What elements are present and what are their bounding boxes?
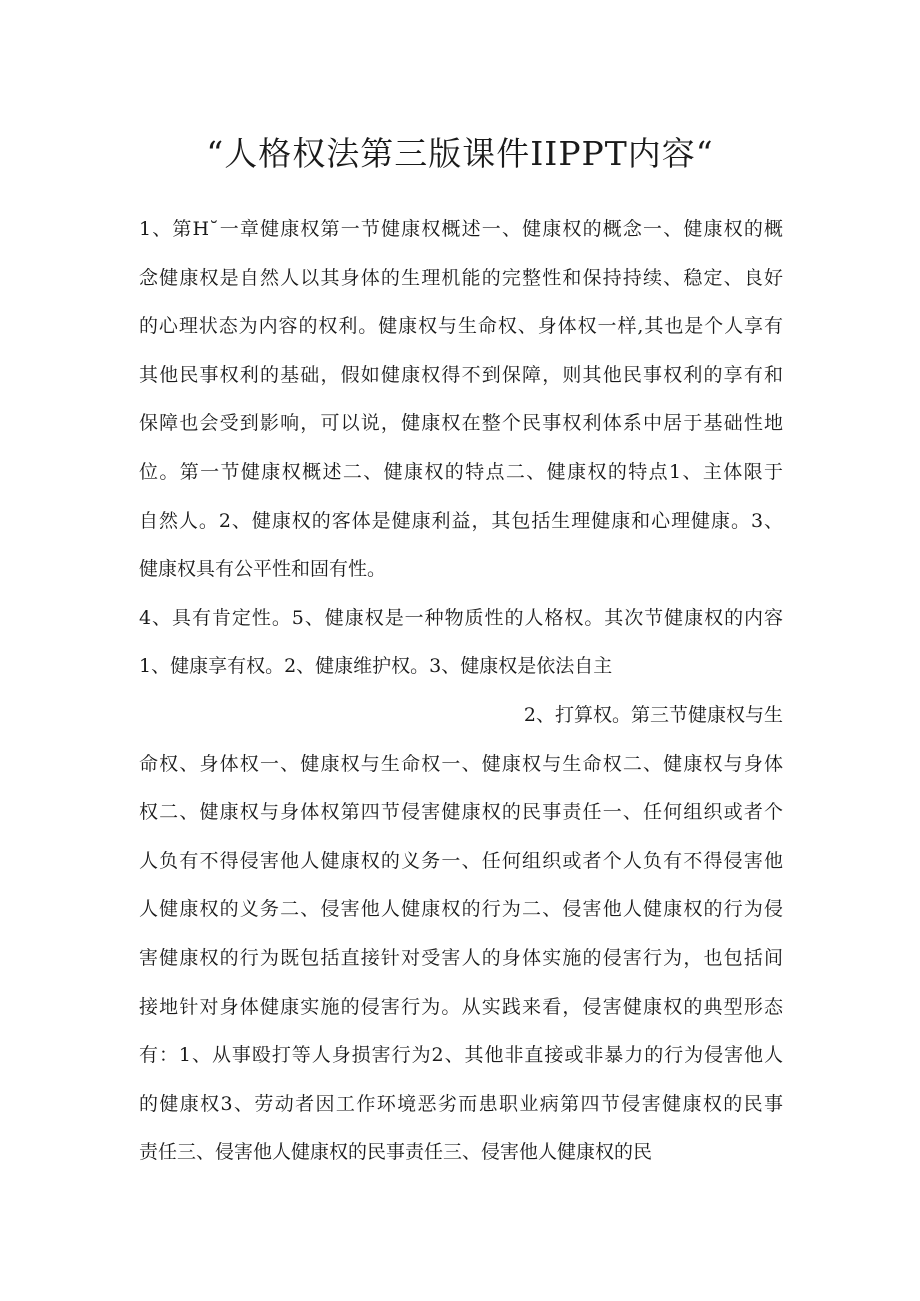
body-line: 位。第一节健康权概述二、健康权的特点二、健康权的特点1、主体限于 (139, 460, 783, 483)
document-title: “人格权法第三版课件IIPPT内容“ (206, 134, 714, 173)
body-line: 保障也会受到影响，可以说，健康权在整个民事权利体系中居于基础性地 (139, 412, 783, 435)
body-line: 权二、健康权与身体权第四节侵害健康权的民事责任一、任何组织或者个 (139, 801, 783, 824)
document-body (139, 205, 783, 1177)
body-line: 健康权具有公平性和固有性。 (139, 558, 387, 581)
body-line: 害健康权的行为既包括直接针对受害人的身体实施的侵害行为，也包括间 (139, 946, 783, 969)
body-line: 人健康权的义务二、侵害他人健康权的行为二、侵害他人健康权的行为侵 (139, 898, 783, 921)
body-line: 其他民事权利的基础，假如健康权得不到保障，则其他民事权利的享有和 (139, 363, 783, 386)
body-line: 念健康权是自然人以其身体的生理机能的完整性和保持持续、稳定、良好 (139, 266, 783, 289)
body-line: 责任三、侵害他人健康权的民事责任三、侵害他人健康权的民 (139, 1141, 653, 1164)
body-line: 命权、身体权一、健康权与生命权一、健康权与生命权二、健康权与身体 (139, 752, 783, 775)
body-line: 自然人。2、健康权的客体是健康利益，其包括生理健康和心理健康。3、 (139, 509, 783, 532)
body-line: 4、具有肯定性。5、健康权是一种物质性的人格权。其次节健康权的内容 (139, 606, 783, 629)
body-line: 1、健康享有权。2、健康维护权。3、健康权是依法自主 (139, 655, 613, 678)
body-line: 人负有不得侵害他人健康权的义务一、任何组织或者个人负有不得侵害他 (139, 849, 783, 872)
body-line: 的心理状态为内容的权利。健康权与生命权、身体权一样,其也是个人享有 (139, 315, 783, 338)
body-line: 有：1、从事殴打等人身损害行为2、其他非直接或非暴力的行为侵害他人 (139, 1044, 783, 1067)
body-line: 1、第H˘一章健康权第一节健康权概述一、健康权的概念一、健康权的概 (139, 218, 783, 240)
body-line: 的健康权3、劳动者因工作环境恶劣而患职业病第四节侵害健康权的民事 (139, 1092, 783, 1115)
body-line: 接地针对身体健康实施的侵害行为。从实践来看，侵害健康权的典型形态 (139, 995, 783, 1018)
body-line: 2、打算权。第三节健康权与生 (523, 703, 783, 726)
